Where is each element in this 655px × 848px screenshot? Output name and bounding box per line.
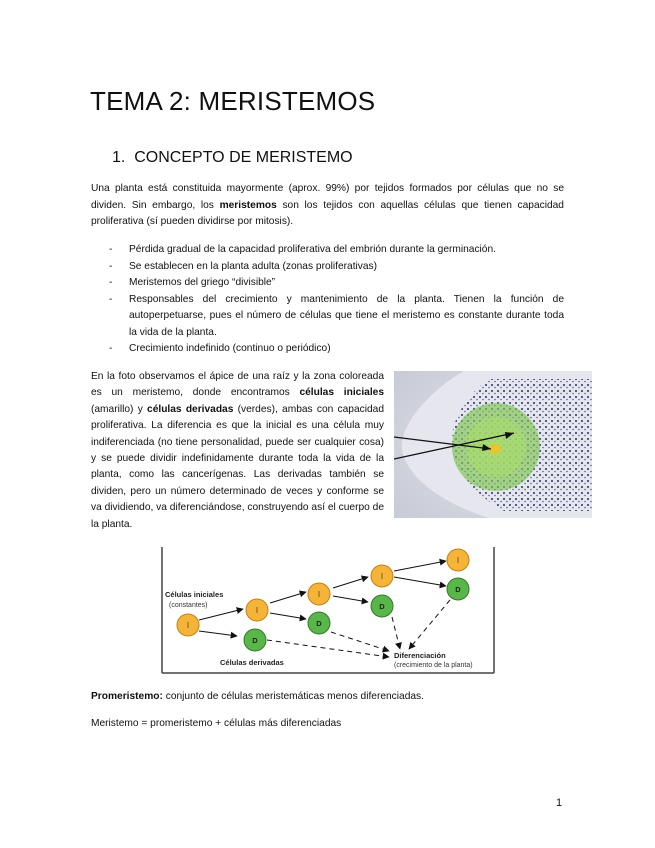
list-item: - Se establecen en la planta adulta (zonas proliferativas) xyxy=(109,260,378,272)
differentiation-label: Diferenciación xyxy=(394,651,446,660)
initial-cell xyxy=(308,583,330,605)
intro-text-1: Una planta está constituida mayormente (aprox. 99%) por tejidos formados por células que no se dividen. Sin embargo, los xyxy=(91,183,564,211)
initial-cells-sublabel: (constantes) xyxy=(169,602,208,609)
initial-cell xyxy=(447,549,469,571)
svg-text:I: I xyxy=(456,556,460,565)
svg-text:D: D xyxy=(379,602,385,611)
list-item: - Crecimiento indefinido (continuo o periódico) xyxy=(109,343,331,354)
derived-cells-label: Células derivadas xyxy=(220,658,284,667)
svg-text:D: D xyxy=(455,585,461,594)
svg-text:I: I xyxy=(186,621,190,630)
promeristem-definition xyxy=(91,689,564,706)
list-item-text: Se establecen en la planta adulta (zonas proliferativas) xyxy=(129,260,378,272)
page-number: 1 xyxy=(556,797,563,809)
section-title: CONCEPTO DE MERISTEMO xyxy=(134,149,353,166)
meristem-equation: Meristemo = promeristemo + células más diferenciadas xyxy=(91,718,342,729)
list-item-text: Meristemos del griego “divisible” xyxy=(129,277,276,288)
root-text-2: (amarillo) y xyxy=(91,403,148,415)
initial-cell xyxy=(371,565,393,587)
root-text-1: En la foto observamos el ápice de una raíz y la zona coloreada es un meristemo, donde encontramos xyxy=(91,371,384,399)
list-item-text: Pérdida gradual de la capacidad proliferativa del embrión durante la germinación. xyxy=(129,244,496,255)
list-item: - Responsables del crecimiento y mantenimiento de la planta. Tienen la función de autoperpetuarse, pues el número de células que tiene el meristemo es constante durante toda la vida de la planta. xyxy=(109,293,564,338)
derived-cell xyxy=(244,629,266,651)
bullet-list xyxy=(91,242,564,358)
svg-text:I: I xyxy=(255,606,259,615)
page-title: TEMA 2: MERISTEMOS xyxy=(90,86,376,116)
root-apex-photo xyxy=(394,371,592,518)
derived-cell xyxy=(308,612,330,634)
derived-cell xyxy=(447,578,469,600)
promeristem-text: conjunto de células meristemáticas menos diferenciadas. xyxy=(162,691,424,702)
list-item: - Meristemos del griego “divisible” xyxy=(109,277,276,288)
svg-text:I: I xyxy=(380,572,384,581)
bold-initial-cells: células iniciales xyxy=(299,387,384,399)
list-item-text: Responsables del crecimiento y mantenimiento de la planta. Tienen la función de autoperpetuarse, pues el número de células que tiene el meristemo es constante durante toda la vida de la planta. xyxy=(129,293,564,338)
list-item: - Pérdida gradual de la capacidad proliferativa del embrión durante la germinación. xyxy=(109,244,496,255)
list-item-text: Crecimiento indefinido (continuo o periódico) xyxy=(129,343,331,354)
intro-text-2: son los tejidos con aquellas células que tienen capacidad proliferativa (sí pueden dividirse por mitosis). xyxy=(91,199,564,228)
root-apex-paragraph xyxy=(91,369,384,533)
section-number: 1. xyxy=(112,149,126,166)
svg-text:D: D xyxy=(316,619,322,628)
svg-text:I: I xyxy=(317,590,321,599)
differentiation-sublabel: (crecimiento de la planta) xyxy=(394,662,473,669)
section-heading xyxy=(112,149,353,167)
bold-derived-cells: células derivadas xyxy=(147,403,234,415)
derived-cell xyxy=(371,595,393,617)
promeristem-term: Promeristemo: xyxy=(91,691,163,702)
initial-cell xyxy=(246,599,268,621)
root-text-3: (verdes), ambas con capacidad proliferativa. La diferencia es que la inicial es una célula muy indiferenciada (no tiene personalidad, puede ser cualquier cosa) y se puede dividir indefinidamente durante toda la vida de la planta, como las cancerígenas. Las derivadas también se dividen, pero un número determinado de veces y conforme se va dividiendo, va diferenciándose, construyendo así el cuerpo de la planta. xyxy=(91,403,384,530)
initial-cells-label: Células iniciales xyxy=(165,590,224,599)
initial-cell xyxy=(177,614,199,636)
svg-text:D: D xyxy=(252,636,258,645)
intro-bold-meristemos: meristemos xyxy=(219,199,277,211)
intro-paragraph xyxy=(91,181,564,231)
cell-division-diagram xyxy=(161,545,495,675)
